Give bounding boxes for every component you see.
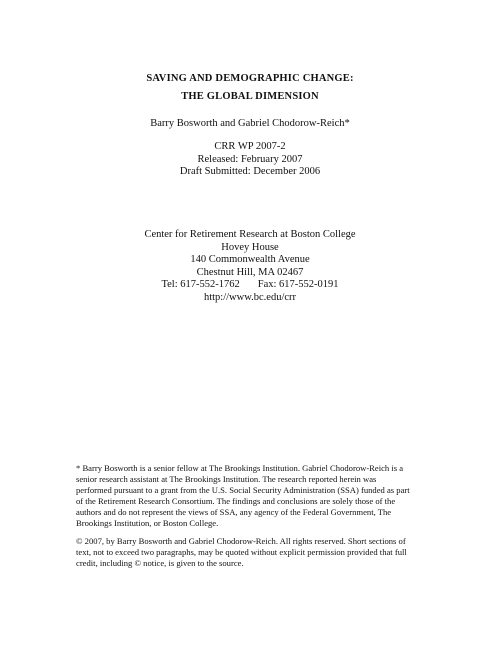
paper-title [0,70,500,106]
footnote-line: authors and do not represent the views of SSA, any agency of the Federal Government, The [76,506,392,517]
release-date: Released: February 2007 [197,153,303,165]
copyright-line: © 2007, by Barry Bosworth and Gabriel Chodorow-Reich. All rights reserved. Short sections of [76,536,406,546]
copyright-notice [76,536,428,569]
copyright-line: credit, including © notice, is given to the source. [76,557,244,568]
author-line: Barry Bosworth and Gabriel Chodorow-Reich* [150,118,350,129]
building-name: Hovey House [221,241,279,253]
website-url: http://www.bc.edu/crr [203,291,297,303]
street-address: 140 Commonwealth Avenue [190,254,310,265]
institution-address [0,229,500,304]
working-paper-number: CRR WP 2007-2 [214,141,286,152]
footnote-line: Brookings Institution, or Boston College. [76,517,219,528]
fax-number: Fax: 617-552-0191 [257,279,339,290]
title-line-2: THE GLOBAL DIMENSION [181,91,319,102]
paper-info [0,141,500,179]
title-line-1: SAVING AND DEMOGRAPHIC CHANGE: [146,73,354,84]
telephone-number: Tel: 617-552-1762 [161,279,240,290]
organization-name: Center for Retirement Research at Boston College [144,229,356,240]
copyright-line: text, not to exceed two paragraphs, may be quoted without explicit permission provided that full [76,546,407,557]
footnote-line: of the Retirement Research Consortium. The findings and conclusions are solely those of the [76,495,396,506]
author-footnote [76,463,428,528]
city-state-zip: Chestnut Hill, MA 02467 [196,266,304,278]
footnote-line: performed pursuant to a grant from the U.S. Social Security Administration (SSA) funded as part [76,484,410,495]
footnote-line: senior research assistant at The Brookings Institution. The research reported herein was [76,473,377,484]
contact-numbers [0,279,500,292]
draft-submitted-date: Draft Submitted: December 2006 [179,166,321,177]
footnote-line: * Barry Bosworth is a senior fellow at The Brookings Institution. Gabriel Chodorow-Reich is a [76,463,404,473]
